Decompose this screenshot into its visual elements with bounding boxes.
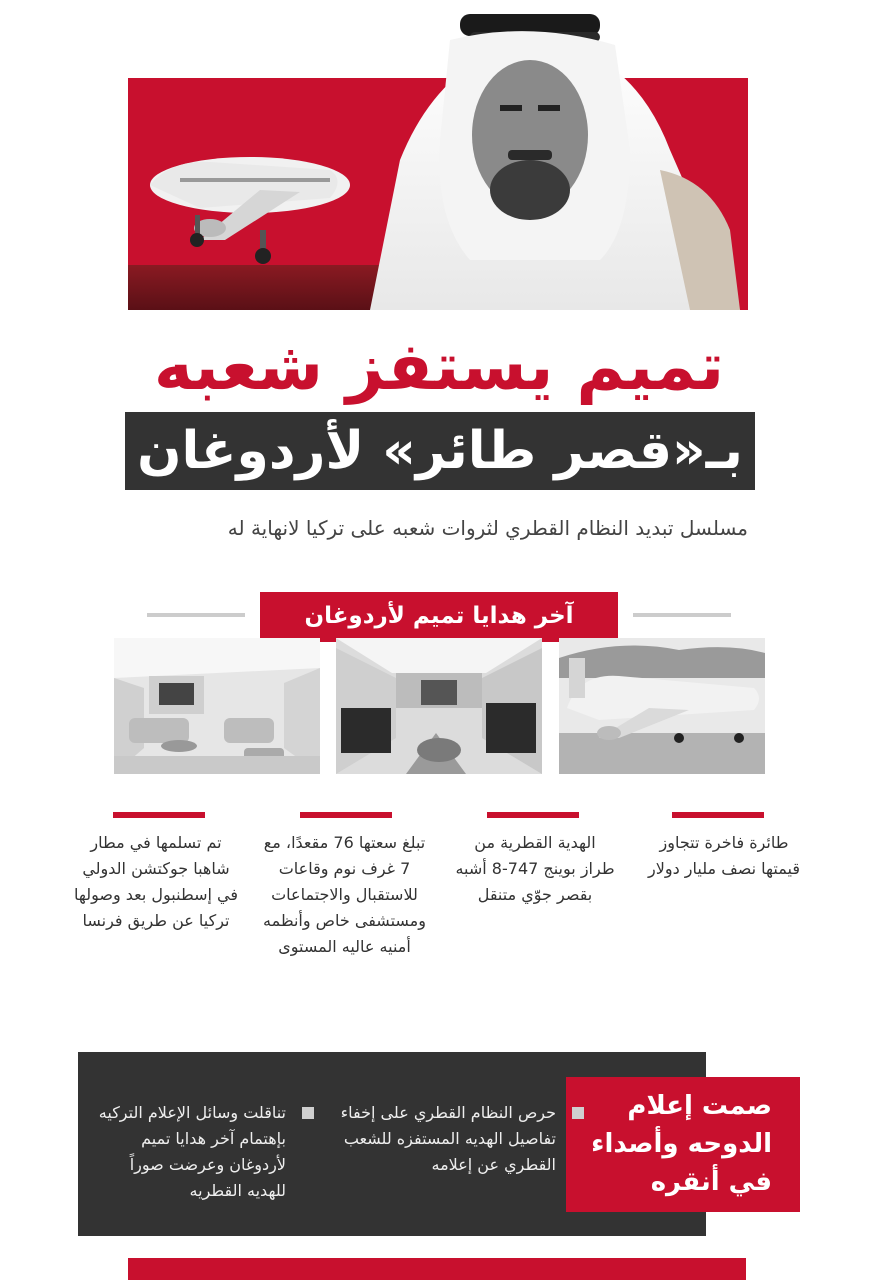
fact-marker-2 <box>487 812 579 818</box>
bullet-square-icon <box>302 1107 314 1119</box>
photo-airplane-exterior <box>559 638 765 774</box>
headline-line1: تميم يستفز شعبه <box>153 328 725 405</box>
fact-marker-3 <box>300 812 392 818</box>
fact-text-3: تبلغ سعتها 76 مقعدًا، مع 7 غرف نوم وقاعات للاستقبال والاجتماعات ومستشفى خاص وأنظمه أمنيه عاليه المستوى <box>263 833 426 956</box>
bullet-square-icon <box>572 1107 584 1119</box>
hero-airplane-image <box>140 130 350 270</box>
subtitle: مسلسل تبديد النظام القطري لثروات شعبه على تركيا لانهاية له <box>227 516 748 540</box>
bullet-text-1: حرص النظام القطري على إخفاء تفاصيل الهديه المستفزه للشعب القطري عن إعلامه <box>340 1103 556 1174</box>
headline-line2: بـ«قصر طائر» لأردوغان <box>137 421 743 481</box>
bullet-text-2: تناقلت وسائل الإعلام التركيه بإهتمام آخر هدايا تميم لأردوغان وعرضت صوراً للهديه القطريه <box>98 1103 286 1200</box>
section-title: آخر هدايا تميم لأردوغان <box>260 592 618 642</box>
divider-left <box>147 613 245 617</box>
photo-lounge-interior <box>114 638 320 774</box>
photo-cabin-interior <box>336 638 542 774</box>
bullet-item-2 <box>90 1100 286 1204</box>
fact-text-1: طائرة فاخرة تتجاوز قيمتها نصف مليار دولار <box>648 833 800 878</box>
media-card-title: صمت إعلام الدوحه وأصداء في أنقره <box>566 1077 800 1212</box>
fact-marker-4 <box>113 812 205 818</box>
fact-text-4: تم تسلمها في مطار شاهبا جوكتشن الدولي في إسطنبول بعد وصولها تركيا عن طريق فرنسا <box>73 833 239 930</box>
portrait-image <box>330 0 750 310</box>
fact-text-2: الهدية القطرية من طراز بوينج 747-8 أشبه بقصر جوّي متنقل <box>455 833 615 904</box>
fact-marker-1 <box>672 812 764 818</box>
footer-bar <box>128 1258 746 1280</box>
bullet-item-1 <box>330 1100 556 1178</box>
divider-right <box>633 613 731 617</box>
